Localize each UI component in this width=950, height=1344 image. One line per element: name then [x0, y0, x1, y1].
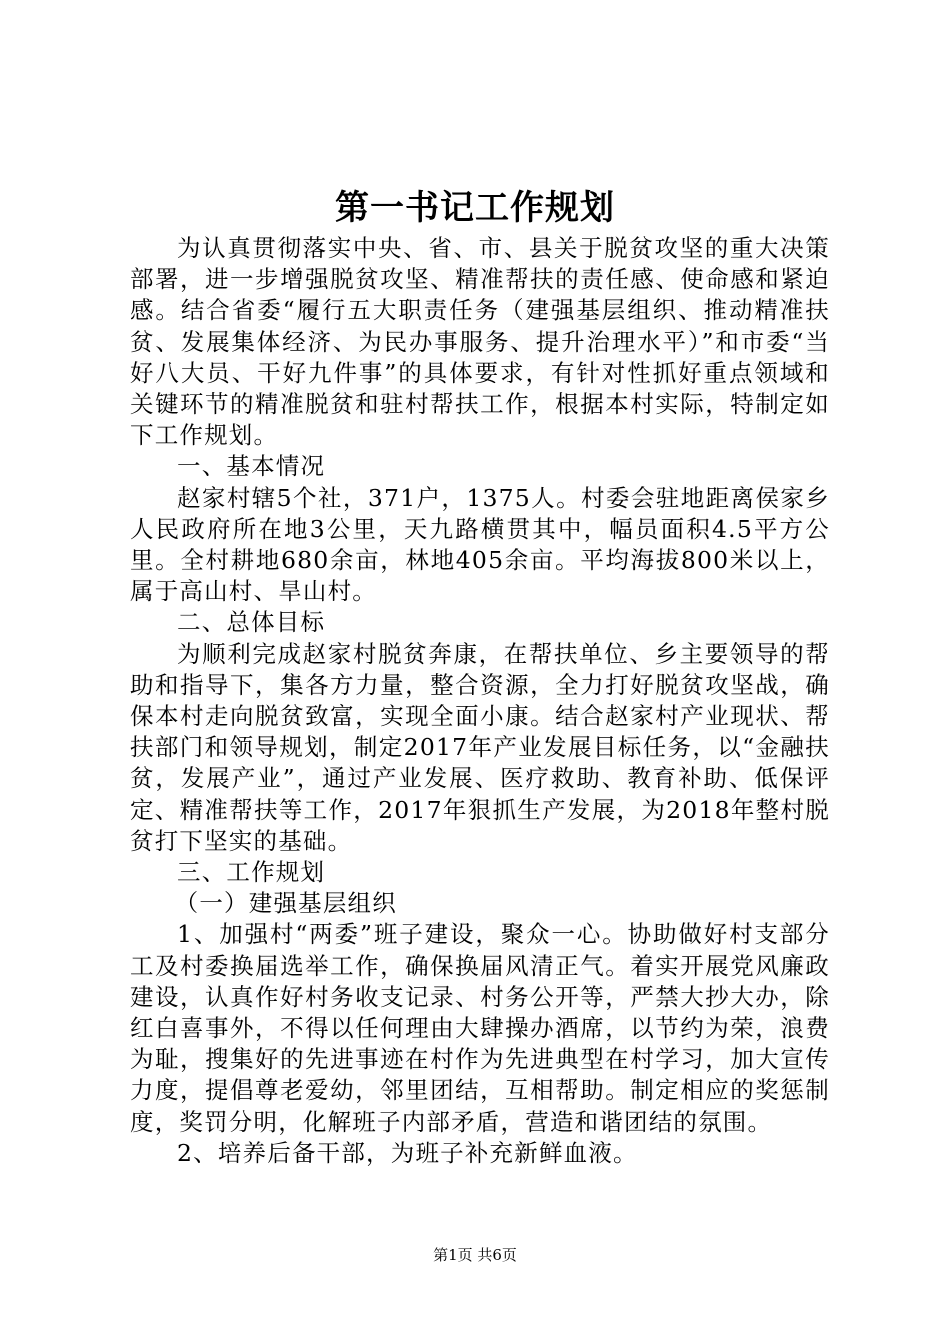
- page-footer: 第1页 共6页: [433, 1246, 517, 1264]
- document-body: [130, 233, 830, 1169]
- document-title: 第一书记工作规划: [335, 188, 615, 228]
- intro-paragraph: 为认真贯彻落实中央、省、市、县关于脱贫攻坚的重大决策部署，进一步增强脱贫攻坚、精准帮扶的责任感、使命感和紧迫感。结合省委“履行五大职责任务（建强基层组织、推动精准扶贫、发展集体经济、为民办事服务、提升治理水平）”和市委“当好八大员、干好九件事”的具体要求，有针对性抓好重点领域和关键环节的精准脱贫和驻村帮扶工作，根据本村实际，特制定如下工作规划。: [130, 234, 830, 450]
- work-plan-item-2: 2、培养后备干部，为班子补充新鲜血液。: [177, 1138, 638, 1167]
- overall-goal-paragraph: 为顺利完成赵家村脱贫奔康，在帮扶单位、乡主要领导的帮助和指导下，集各方力量，整合资源，全力打好脱贫攻坚战，确保本村走向脱贫致富，实现全面小康。结合赵家村产业现状、帮扶部门和领导规划，制定2017年产业发展目标任务，以“金融扶贫，发展产业”，通过产业发展、医疗救助、教育补助、低保评定、精准帮扶等工作，2017年狠抓生产发展，为2018年整村脱贫打下坚实的基础。: [130, 639, 830, 855]
- section-heading-basic-situation: 一、基本情况: [177, 452, 326, 481]
- work-plan-item-1: 1、加强村“两委”班子建设，聚众一心。协助做好村支部分工及村委换届选举工作，确保换届风清正气。着实开展党风廉政建设，认真作好村务收支记录、村务公开等，严禁大抄大办，除红白喜事外，不得以任何理由大肆操办酒席，以节约为荣，浪费为耻，搜集好的先进事迹在村作为先进典型在村学习，加大宣传力度，提倡尊老爱幼，邻里团结，互相帮助。制定相应的奖惩制度，奖罚分明，化解班子内部矛盾，营造和谐团结的氛围。: [130, 920, 830, 1136]
- section-heading-overall-goal: 二、总体目标: [177, 608, 326, 637]
- subsection-heading-grassroots: （一）建强基层组织: [174, 889, 397, 918]
- section-heading-work-plan: 三、工作规划: [177, 858, 326, 887]
- basic-situation-paragraph: 赵家村辖5个社，371户，1375人。村委会驻地距离侯家乡人民政府所在地3公里，天九路横贯其中，幅员面积4.5平方公里。全村耕地680余亩，林地405余亩。平均海拔800米以上，属于高山村、旱山村。: [130, 483, 830, 606]
